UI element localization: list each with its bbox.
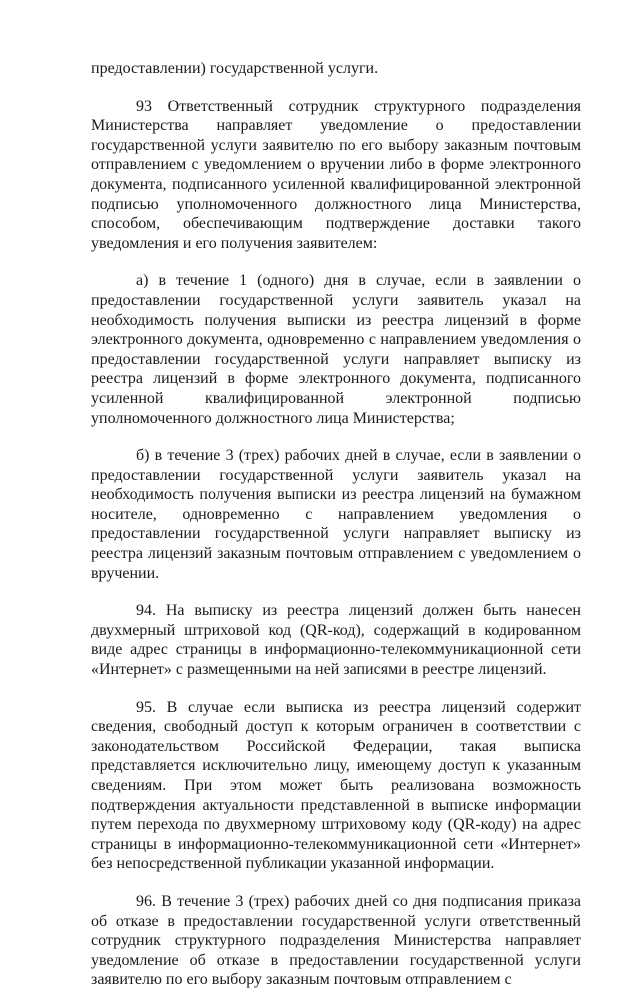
paragraph-93: 93 Ответственный сотрудник структурного подразделения Министерства направляет уведомление о предоставлении государственной услуги заявителю по его выбору заказным почтовым отправлением с уведомлением о вручении либо в форме электронного документа, подписанного усиленной квалифицированной электронной подписью уполномоченного должностного лица Министерства, способом, обеспечивающим подтверждение доставки такого уведомления и его получения заявителем:	[91, 97, 581, 252]
paragraph-93-b: б) в течение 3 (трех) рабочих дней в случае, если в заявлении о предоставлении государственной услуги заявитель указал на необходимость получения выписки из реестра лицензий на бумажном носителе, одновременно с направлением уведомления о предоставлении государственной услуги направляет выписку из реестра лицензий заказным почтовым отправлением с уведомлением о вручении.	[91, 447, 581, 582]
paragraph-continuation: предоставлении) государственной услуги.	[91, 60, 379, 77]
document-body	[91, 59, 581, 990]
paragraph-94: 94. На выписку из реестра лицензий должен быть нанесен двухмерный штриховой код (QR-код), содержащий в кодированном виде адрес страницы в информационно-телекоммуникационной сети «Интернет» с размещенными на ней записями в реестре лицензий.	[91, 602, 581, 679]
paragraph-96: 96. В течение 3 (трех) рабочих дней со дня подписания приказа об отказе в предоставлении государственной услуги ответственный сотрудник структурного подразделения Министерства направляет уведомление об отказе в предоставлении государственной услуги заявителю по его выбору заказным почтовым отправлением с	[91, 892, 581, 989]
paragraph-95: 95. В случае если выписка из реестра лицензий содержит сведения, свободный доступ к которым ограничен в соответствии с законодательством Российской Федерации, такая выписка представляется исключительно лицу, имеющему доступ к указанным сведениям. При этом может быть реализована возможность подтверждения актуальности представленной в выписке информации путем перехода по двухмерному штриховому коду (QR-коду) на адрес страницы в информационно-телекоммуникационной сети «Интернет» без непосредственной публикации указанной информации.	[91, 698, 581, 873]
paragraph-93-a: а) в течение 1 (одного) дня в случае, если в заявлении о предоставлении государственной услуги заявитель указал на необходимость получения выписки из реестра лицензий в форме электронного документа, одновременно с направлением уведомления о предоставлении государственной услуги направляет выписку из реестра лицензий в форме электронного документа, подписанного усиленной квалифицированной электронной подписью уполномоченного должностного лица Министерства;	[91, 272, 581, 427]
